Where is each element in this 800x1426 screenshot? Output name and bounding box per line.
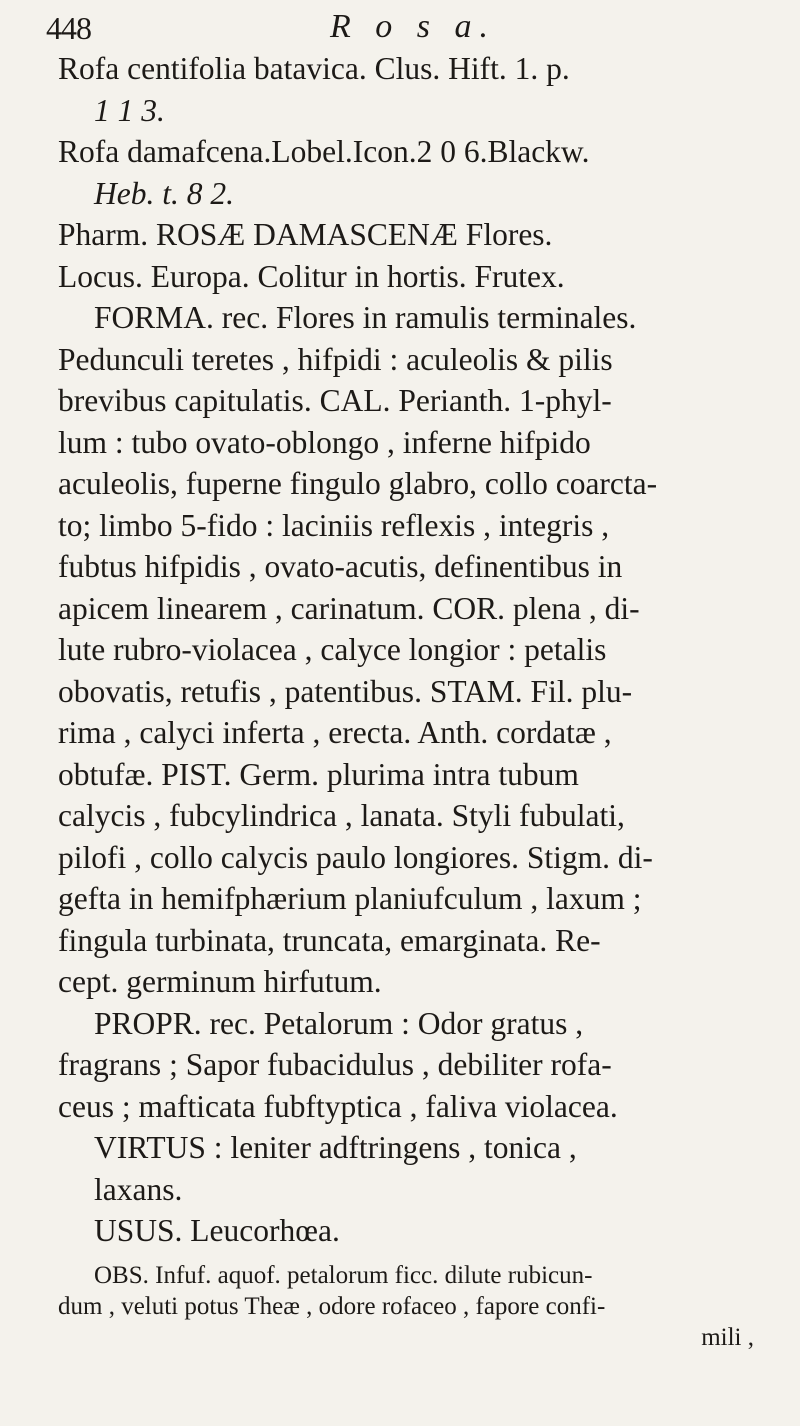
text-line: 1 1 3. — [94, 92, 165, 128]
text-line: lute rubro-violacea , calyce longior : petalis — [58, 632, 607, 667]
running-title: R o s a. — [330, 8, 496, 45]
text-line: fubtus hifpidis , ovato-acutis, definentibus in — [58, 549, 623, 584]
text-line: rima , calyci inferta , erecta. Anth. cordatæ , — [58, 715, 612, 750]
text-line: PROPR. rec. Petalorum : Odor gratus , — [94, 1005, 584, 1041]
text-line: obtufæ. PIST. Germ. plurima intra tubum — [58, 756, 579, 792]
text-line: apicem linearem , carinatum. COR. plena , di- — [58, 590, 640, 626]
page-body — [58, 48, 764, 1353]
text-line: pilofi , collo calycis paulo longiores. Stigm. di- — [58, 839, 653, 875]
text-line: fingula turbinata, truncata, emarginata. Re- — [58, 922, 601, 958]
text-line: obovatis, retufis , patentibus. STAM. Fil. plu- — [58, 673, 633, 709]
obs-line: OBS. Infuf. aquof. petalorum ficc. dilute rubicun- — [94, 1261, 593, 1289]
text-line: VIRTUS : leniter adftringens , tonica , — [94, 1130, 577, 1165]
text-line: cept. germinum hirfutum. — [58, 964, 382, 999]
text-line: Pharm. ROSÆ DAMASCENÆ Flores. — [58, 217, 553, 252]
text-line: lum : tubo ovato-oblongo , inferne hifpido — [58, 424, 591, 460]
text-line: fragrans ; Sapor fubacidulus , debiliter rofa- — [58, 1047, 612, 1082]
text-line: Rofa centifolia batavica. Clus. Hift. 1. p. — [58, 51, 570, 86]
text-line: laxans. — [94, 1171, 183, 1207]
text-line: gefta in hemifphærium planiufculum , laxum ; — [58, 881, 642, 916]
text-line: Heb. t. 8 2. — [94, 175, 234, 211]
text-line: Rofa damafcena.Lobel.Icon.2 0 6.Blackw. — [58, 134, 590, 169]
observation-note — [58, 1260, 764, 1353]
text-line: aculeolis, fuperne fingulo glabro, collo coarcta- — [58, 466, 658, 501]
text-line: to; limbo 5-fido : laciniis reflexis , integris , — [58, 507, 610, 543]
text-line: USUS. Leucorhœa. — [94, 1213, 340, 1248]
text-line: Locus. Europa. Colitur in hortis. Frutex. — [58, 258, 565, 294]
obs-line: dum , veluti potus Theæ , odore rofaceo , fapore confi- — [58, 1292, 606, 1320]
text-line: calycis , fubcylindrica , lanata. Styli fubulati, — [58, 798, 625, 833]
text-line: Pedunculi teretes , hifpidi : aculeolis & pilis — [58, 341, 613, 377]
text-line: ceus ; mafticata fubftyptica , faliva violacea. — [58, 1088, 618, 1124]
page-header — [0, 6, 800, 50]
text-line: FORMA. rec. Flores in ramulis terminales. — [94, 300, 637, 335]
text-line: brevibus capitulatis. CAL. Perianth. 1-phyl- — [58, 383, 612, 418]
obs-line: mili , — [701, 1323, 754, 1351]
page-number: 448 — [46, 10, 91, 46]
